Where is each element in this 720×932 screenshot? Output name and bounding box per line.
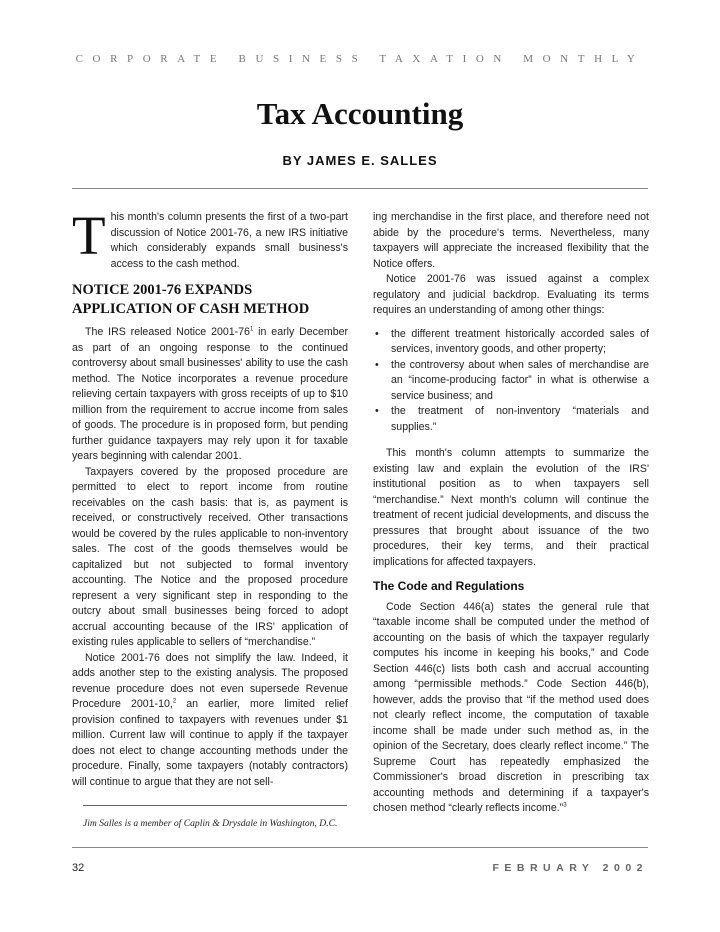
left-column xyxy=(72,205,349,790)
footnote-ref: 3 xyxy=(563,802,567,809)
body-paragraph: Notice 2001-76 was issued against a complex regulatory and judicial backdrop. Evaluating its terms requires an understanding of among other things: xyxy=(373,273,649,316)
intro-text: his month's column presents the first of a two-part discussion of Notice 2001-76, a new IRS initiative which considerably expands small business's access to the cash method. xyxy=(110,211,348,270)
list-item xyxy=(373,358,649,405)
body-paragraph: Taxpayers covered by the proposed procedure are permitted to elect to report income from routine receivables on the cash basis: that is, as payment is received, or constructively received. Other transactions would be covered by the rules applicable to non-inventory sales. The cost of the goods themselves would be capitalized but not subjected to formal inventory accounting. The Notice and the proposed procedure represent a very significant step in responding to the outcry about small businesses being forced to adopt accrual accounting because of the IRS' application of existing rules applicable to sellers of “merchandise.” xyxy=(72,465,348,648)
intro-paragraph xyxy=(72,205,348,272)
byline: BY JAMES E. SALLES xyxy=(282,153,438,168)
body-text: The IRS released Notice 2001-76 xyxy=(85,326,250,338)
list-item xyxy=(373,327,649,358)
right-column xyxy=(373,210,649,817)
body-text: in early December as part of an ongoing response to the continued controversy about small businesses' ability to use the cash method. The Notice incorporates a revenue procedure relieving certain taxpayers with gross receipts of up to $10 million from the requirement to accrue income from sales of goods. The procedure is in proposed form, but pending further guidance taxpayers may rely upon it for taxable years beginning with calendar 2001. xyxy=(72,326,349,462)
body-paragraph: ing merchandise in the first place, and therefore need not abide by the procedure's terms. Nevertheless, many taxpayers will appreciate the increased flexibility that the Notice offers. xyxy=(373,211,649,270)
running-head: CORPORATE BUSINESS TAXATION MONTHLY xyxy=(75,53,645,65)
body-text: Notice 2001-76 does not simplify the law. Indeed, it adds another step to the existing analysis. The proposed revenue procedure does not even supersede Revenue Procedure 2001-10, xyxy=(72,651,348,710)
footnote-ref: 2 xyxy=(172,698,177,705)
footnote-ref: 1 xyxy=(249,326,254,333)
body-text: an earlier, more limited relief provision confined to taxpayers with revenues under $1 million. Current law will continue to apply if the taxpayer does not elect to change accounting methods under the procedure. Finally, some taxpayers (notably contractors) will continue to argue that they are not sell- xyxy=(72,698,348,788)
body-paragraph xyxy=(72,651,348,791)
bullet-icon: • xyxy=(375,327,379,340)
list-item-text: the treatment of non-inventory “materials and supplies.” xyxy=(391,405,649,433)
body-text: Code Section 446(a) states the general rule that “taxable income shall be computed under the method of accounting on the basis of which the taxpayer regularly computes his income in keeping his books,” and Code Section 446(c) lists both cash and accrual accounting among “permissible methods.” Code Section 446(b), however, adds the proviso that “if the method used does not clearly reflect income, the computation of taxable income shall be made under such method as, in the opinion of the Secretary, does clearly reflect income.” The Supreme Court has repeatedly emphasized the Commissioner's broad discretion in prescribing tax accounting methods and determining if a taxpayer's chosen method “clearly reflects income.” xyxy=(373,600,649,814)
header-divider xyxy=(72,188,648,189)
subsection-heading: The Code and Regulations xyxy=(373,579,525,593)
page-number: 32 xyxy=(72,862,85,874)
list-item-text: the different treatment historically accorded sales of services, inventory goods, and other property; xyxy=(391,327,649,355)
body-paragraph: This month's column attempts to summarize the existing law and explain the evolution of the IRS' institutional position as to when taxpayers sell “merchandise.” Next month's column will continue the treatment of recent judicial developments, and discuss the pressures that brought about issuance of the two procedures, their key terms, and their practical implications for affected taxpayers. xyxy=(373,447,649,568)
footer-divider xyxy=(72,847,648,848)
issue-date: FEBRUARY 2002 xyxy=(492,862,648,874)
bullet-icon: • xyxy=(375,358,379,371)
bullet-icon: • xyxy=(375,405,379,417)
author-note: Jim Salles is a member of Caplin & Drysdale in Washington, D.C. xyxy=(83,818,338,829)
body-paragraph xyxy=(373,600,649,817)
body-paragraph xyxy=(72,325,348,465)
article-title: Tax Accounting xyxy=(256,96,464,131)
footnote-divider xyxy=(83,805,347,806)
list-item xyxy=(373,404,649,435)
drop-cap: T xyxy=(72,205,106,266)
list-item-text: the controversy about when sales of merchandise are an “income-producing factor” in what is otherwise a service business; and xyxy=(391,358,649,402)
bullet-list xyxy=(373,327,649,436)
section-heading: NOTICE 2001-76 EXPANDS APPLICATION OF CASH METHOD xyxy=(72,282,310,317)
